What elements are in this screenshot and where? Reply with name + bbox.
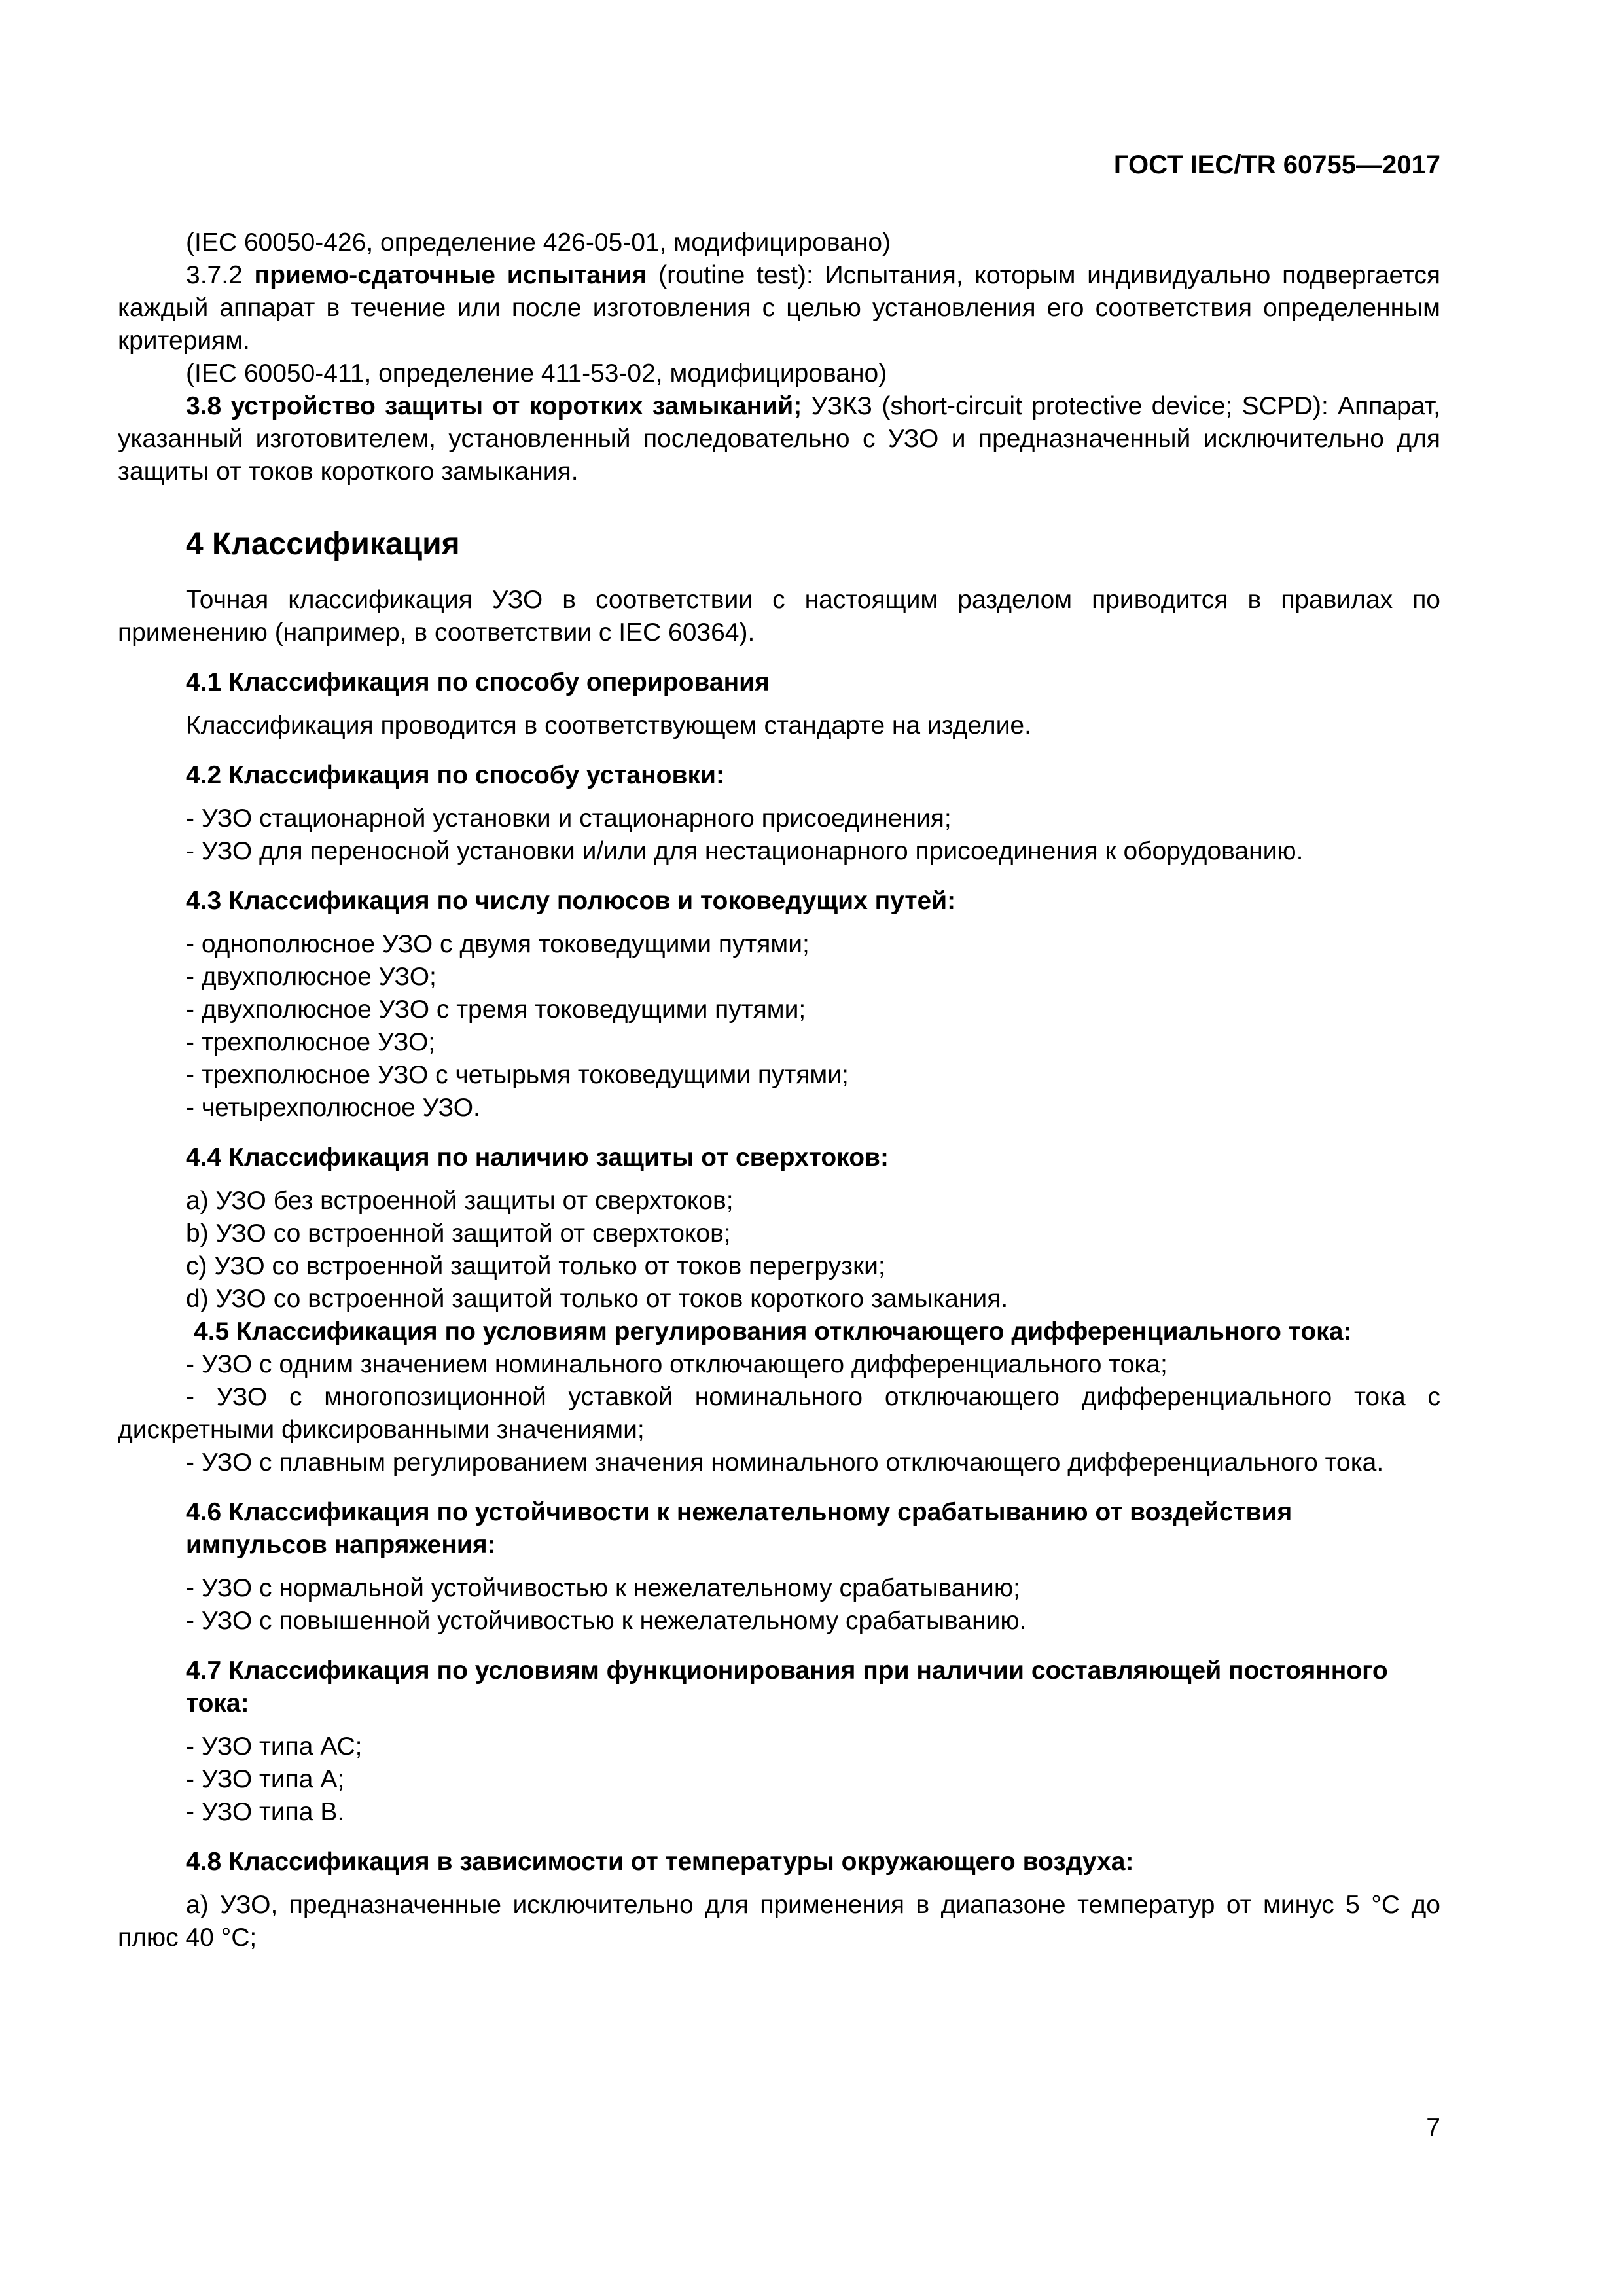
subsection-4-2-list: [118, 802, 1440, 868]
list-item: - УЗО для переносной установки и/или для нестационарного присоединения к оборудованию.: [186, 837, 1304, 865]
section-4-title: 4 Классификация: [186, 527, 460, 562]
list-item: - УЗО с одним значением номинального отключающего дифференциального тока;: [186, 1350, 1168, 1378]
list-item: - УЗО с повышенной устойчивостью к нежелательному срабатыванию.: [186, 1607, 1027, 1635]
list-item: - четырехполюсное УЗО.: [186, 1094, 480, 1122]
section-4-intro: Точная классификация УЗО в соответствии с настоящим разделом приводится в правилах по применению (например, в соответствии с IEC 60364).: [118, 586, 1440, 647]
list-item: - УЗО стационарной установки и стационарного присоединения;: [186, 804, 952, 833]
list-item: - трехполюсное УЗО;: [186, 1028, 436, 1056]
subsection-4-4-title: 4.4 Классификация по наличию защиты от сверхтоков:: [186, 1143, 889, 1172]
subsection-4-7-list: [118, 1731, 1440, 1829]
subsection-4-7-title: 4.7 Классификация по условиям функционирования при наличии составляющей постоянного тока:: [186, 1657, 1388, 1717]
term-3-8-term: 3.8 устройство защиты от коротких замыканий;: [186, 392, 802, 420]
list-item: - двухполюсное УЗО с тремя токоведущими путями;: [186, 996, 806, 1024]
list-item: - УЗО типа А;: [186, 1765, 345, 1793]
term-3-7-2-definition: (routine test): Испытания, которым индивидуально подвергается каждый аппарат в течение или после изготовления с целью установления его соответствия определенным критериям.: [118, 261, 1440, 355]
page-number: 7: [1426, 2113, 1440, 2142]
subsection-4-5-title: 4.5 Классификация по условиям регулирования отключающего дифференциального тока:: [194, 1318, 1352, 1346]
subsection-4-1-title: 4.1 Классификация по способу оперирования: [186, 668, 770, 696]
list-item: - однополюсное УЗО с двумя токоведущими путями;: [186, 930, 810, 958]
term-3-8-definition: УЗКЗ (short-circuit protective device; SCPD): Аппарат, указанный изготовителем, установленный последовательно с УЗО и предназначенный исключительно для защиты от токов короткого замыкания.: [118, 392, 1440, 486]
list-item: - трехполюсное УЗО с четырьмя токоведущими путями;: [186, 1061, 849, 1089]
list-item: - УЗО с многопозиционной уставкой номинального отключающего дифференциального тока с дискретными фиксированными значениями;: [118, 1383, 1440, 1444]
reference-3-7-2: (IEC 60050-411, определение 411-53-02, модифицировано): [186, 359, 887, 387]
standard-code-header: ГОСТ IEC/TR 60755—2017: [1113, 151, 1440, 179]
subsection-4-2-title: 4.2 Классификация по способу установки:: [186, 761, 724, 789]
subsection-4-6-list: [118, 1572, 1440, 1638]
reference-3-7-1: (IEC 60050-426, определение 426-05-01, модифицировано): [186, 228, 891, 257]
list-item: - двухполюсное УЗО;: [186, 963, 437, 991]
list-item: b) УЗО со встроенной защитой от сверхтоков;: [186, 1219, 731, 1247]
subsection-4-1-text: Классификация проводится в соответствующем стандарте на изделие.: [186, 711, 1031, 740]
subsection-4-8-text: а) УЗО, предназначенные исключительно для применения в диапазоне температур от минус 5 °С до плюс 40 °С;: [118, 1891, 1440, 1952]
term-3-7-2-term: приемо-сдаточные испытания: [254, 261, 647, 289]
list-item: - УЗО с плавным регулированием значения номинального отключающего дифференциального тока.: [186, 1448, 1384, 1477]
subsection-4-4-list: [118, 1185, 1440, 1316]
term-3-7-2: [118, 259, 1440, 357]
list-item: c) УЗО со встроенной защитой только от токов перегрузки;: [186, 1252, 885, 1280]
subsection-4-3-list: [118, 928, 1440, 1124]
list-item: d) УЗО со встроенной защитой только от токов короткого замыкания.: [186, 1285, 1008, 1313]
list-item: - УЗО типа АС;: [186, 1732, 363, 1761]
page-content: [118, 226, 1440, 1954]
subsection-4-8-title: 4.8 Классификация в зависимости от температуры окружающего воздуха:: [186, 1848, 1134, 1876]
list-item: - УЗО с нормальной устойчивостью к нежелательному срабатыванию;: [186, 1574, 1020, 1602]
term-3-8: [118, 390, 1440, 488]
subsection-4-3-title: 4.3 Классификация по числу полюсов и токоведущих путей:: [186, 887, 956, 915]
term-3-7-2-number: 3.7.2: [186, 261, 255, 289]
list-item: a) УЗО без встроенной защиты от сверхтоков;: [186, 1187, 734, 1215]
subsection-4-5-list: [118, 1348, 1440, 1479]
subsection-4-6-title: 4.6 Классификация по устойчивости к нежелательному срабатыванию от воздействия импульсов напряжения:: [186, 1498, 1293, 1559]
list-item: - УЗО типа В.: [186, 1798, 345, 1826]
